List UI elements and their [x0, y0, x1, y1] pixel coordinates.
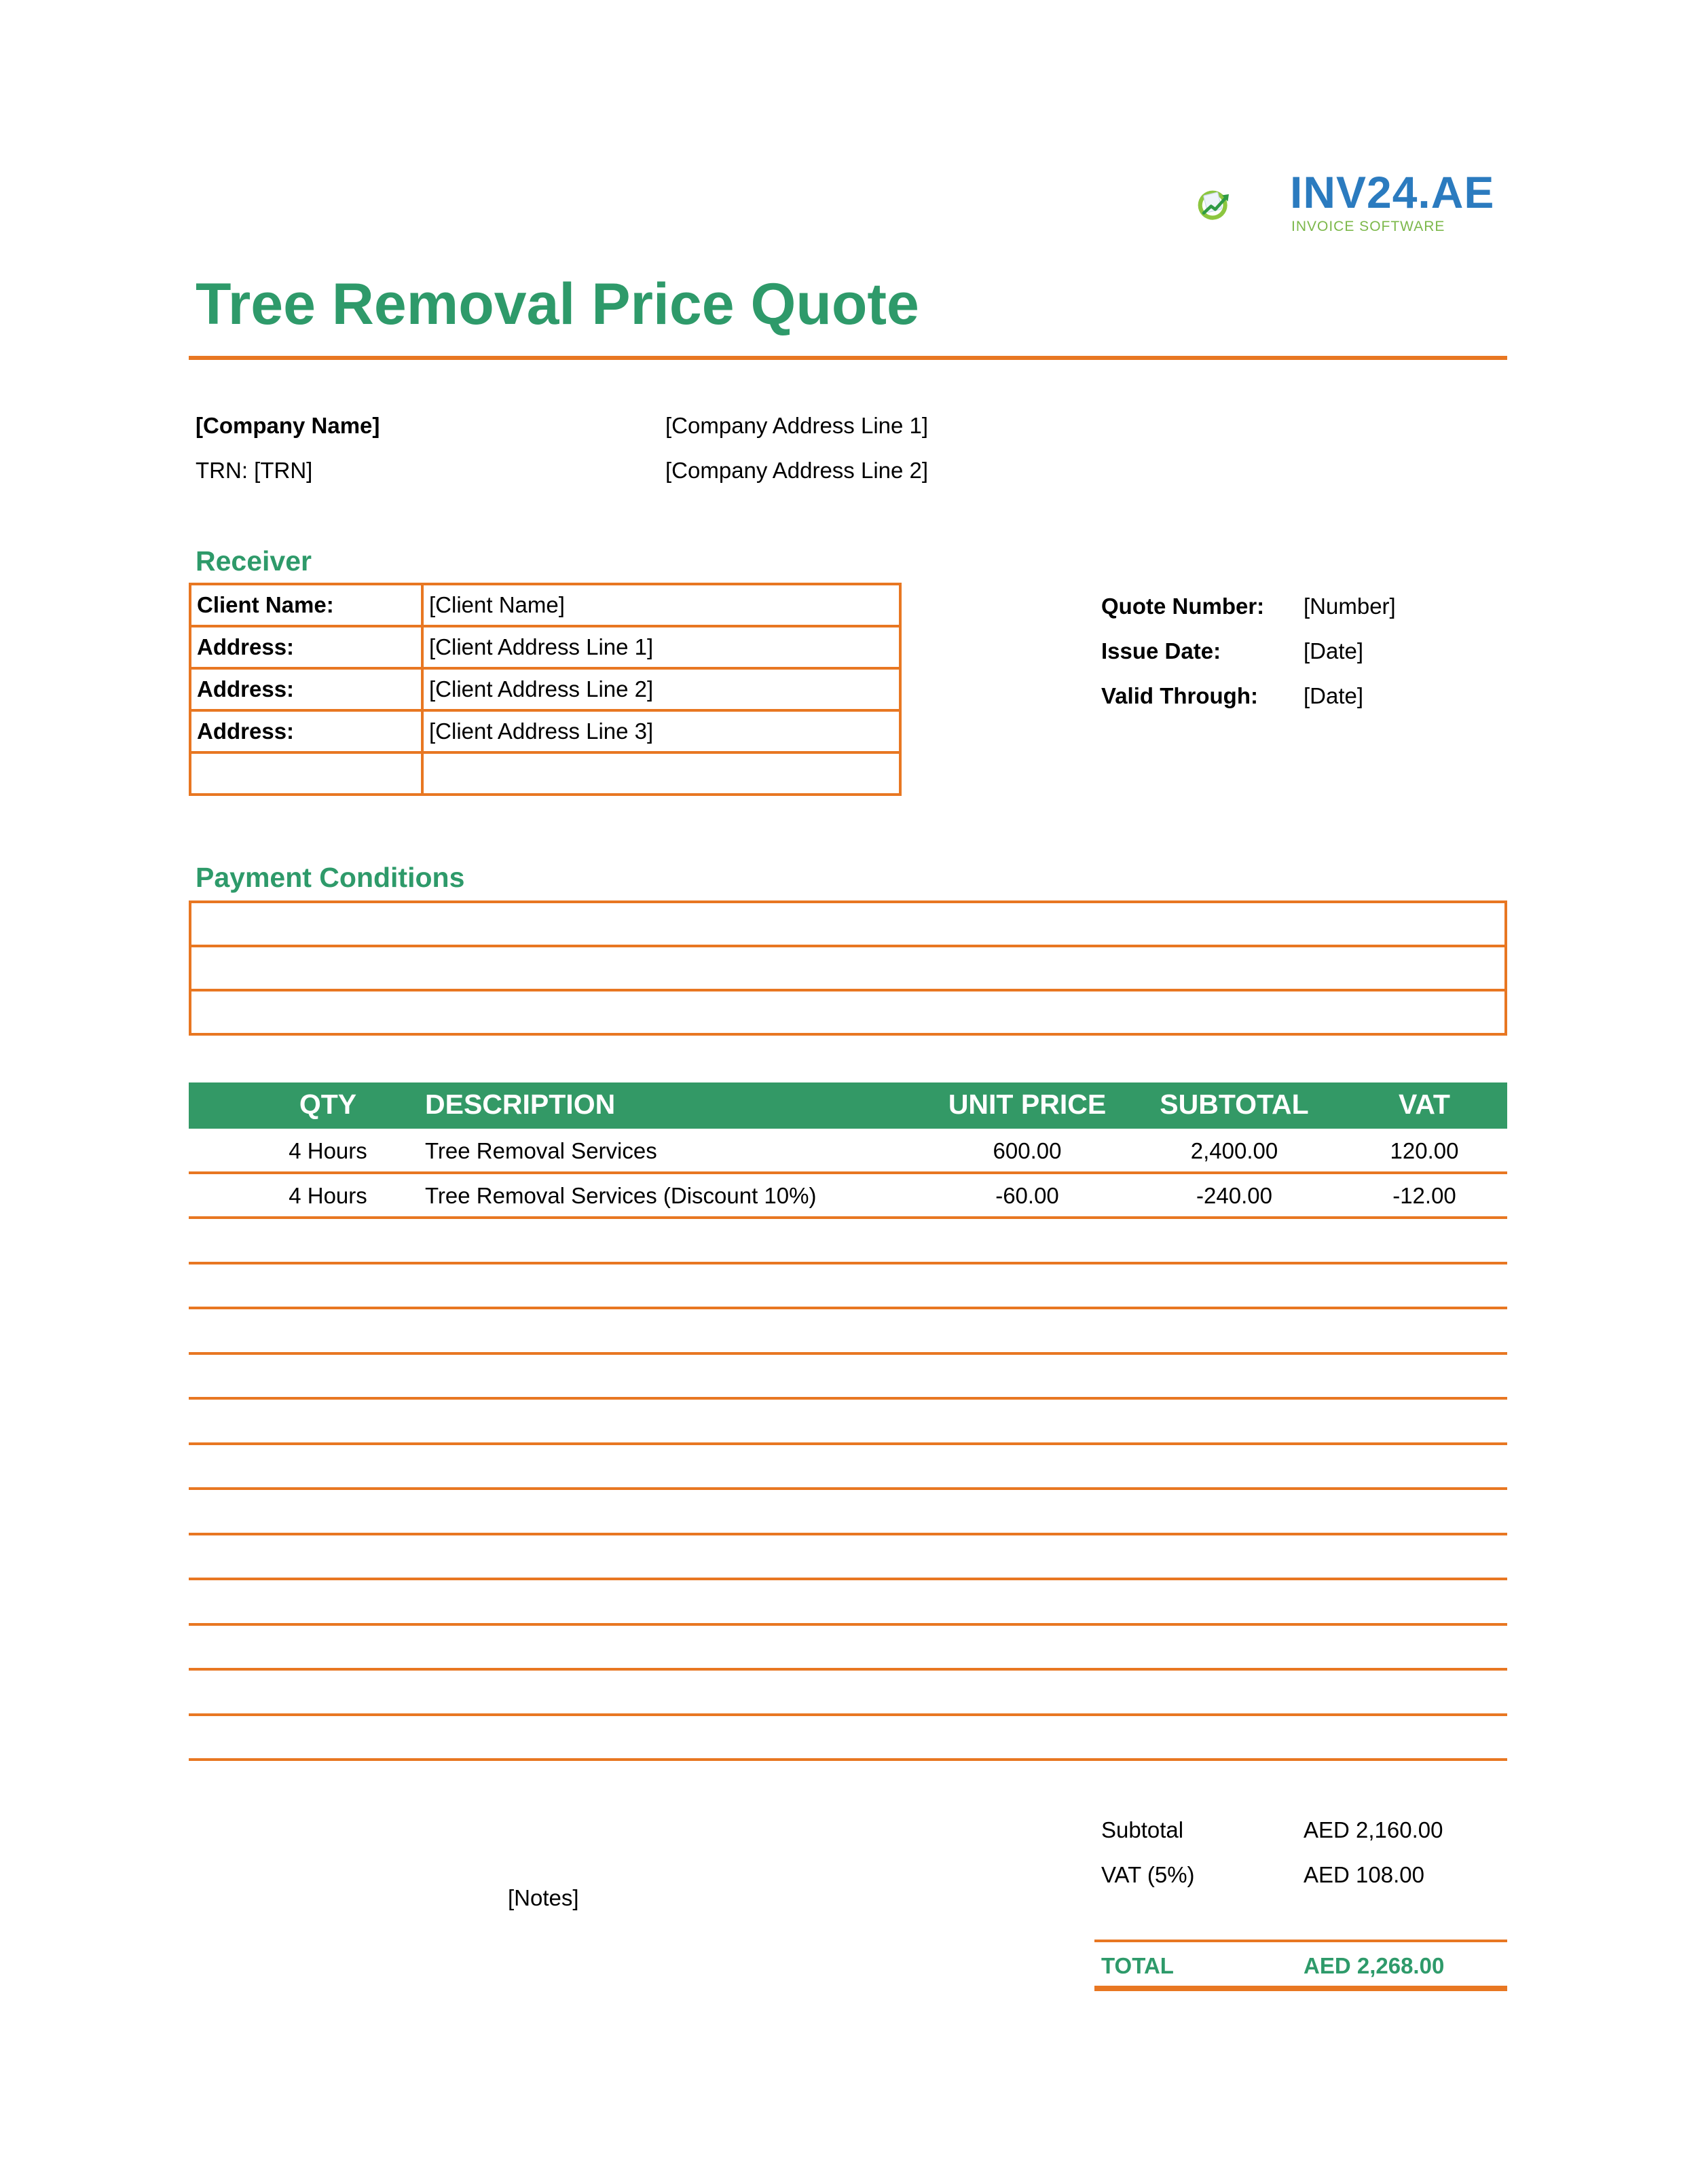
receiver-row-empty — [190, 752, 900, 795]
row-divider — [189, 1758, 1507, 1761]
quote-number-value: [Number] — [1304, 594, 1396, 619]
item-vat: 120.00 — [1390, 1138, 1459, 1163]
payment-cell — [190, 946, 1506, 990]
total-rule-top — [1094, 1940, 1507, 1942]
title-divider — [189, 356, 1507, 360]
header-subtotal: SUBTOTAL — [1160, 1089, 1309, 1120]
item-vat: -12.00 — [1392, 1183, 1456, 1208]
subtotal-value: AED 2,160.00 — [1304, 1817, 1443, 1842]
logo-tagline: INVOICE SOFTWARE — [1291, 219, 1445, 234]
total-label: TOTAL — [1101, 1953, 1174, 1978]
subtotal-label: Subtotal — [1101, 1817, 1184, 1842]
receiver-label: Address: — [190, 710, 422, 752]
row-divider — [189, 1713, 1507, 1716]
item-qty: 4 Hours — [289, 1183, 367, 1208]
receiver-row — [190, 584, 900, 626]
item-subtotal: 2,400.00 — [1190, 1138, 1278, 1163]
row-divider — [189, 1397, 1507, 1400]
item-description: Tree Removal Services — [425, 1138, 657, 1163]
item-subtotal: -240.00 — [1196, 1183, 1272, 1208]
receiver-value: [Client Address Line 2] — [422, 668, 900, 710]
row-divider — [189, 1533, 1507, 1535]
item-unit-price: 600.00 — [993, 1138, 1062, 1163]
company-logo — [1195, 160, 1297, 249]
receiver-value: [Client Name] — [422, 584, 900, 626]
logo-wordmark: INV24.AE — [1290, 167, 1495, 217]
vat-value: AED 108.00 — [1304, 1862, 1424, 1887]
notes: [Notes] — [508, 1885, 579, 1910]
row-divider — [189, 1668, 1507, 1671]
receiver-label: Address: — [190, 668, 422, 710]
company-name: [Company Name] — [196, 413, 380, 438]
payment-conditions-table — [189, 900, 1507, 1036]
payment-cell — [190, 990, 1506, 1034]
receiver-value: [Client Address Line 1] — [422, 626, 900, 668]
receiver-value — [422, 752, 900, 795]
row-divider — [189, 1578, 1507, 1580]
quote-number-label: Quote Number: — [1101, 594, 1265, 619]
company-address-line2: [Company Address Line 2] — [665, 458, 929, 483]
receiver-label — [190, 752, 422, 795]
header-vat: VAT — [1399, 1089, 1450, 1120]
row-divider — [189, 1216, 1507, 1219]
row-divider — [189, 1307, 1507, 1309]
header-unit-price: UNIT PRICE — [948, 1089, 1107, 1120]
vat-label: VAT (5%) — [1101, 1862, 1195, 1887]
company-address-line1: [Company Address Line 1] — [665, 413, 929, 438]
payment-row — [190, 946, 1506, 990]
receiver-label: Client Name: — [190, 584, 422, 626]
valid-through-label: Valid Through: — [1101, 683, 1258, 708]
payment-cell — [190, 902, 1506, 946]
receiver-row — [190, 626, 900, 668]
total-rule-bottom — [1094, 1986, 1507, 1991]
receiver-heading: Receiver — [196, 545, 312, 577]
receiver-table — [189, 583, 902, 796]
row-divider — [189, 1171, 1507, 1174]
company-trn: TRN: [TRN] — [196, 458, 313, 483]
header-qty: QTY — [299, 1089, 357, 1120]
header-description: DESCRIPTION — [425, 1089, 616, 1120]
receiver-value: [Client Address Line 3] — [422, 710, 900, 752]
receiver-label: Address: — [190, 626, 422, 668]
payment-row — [190, 902, 1506, 946]
issue-date-label: Issue Date: — [1101, 638, 1221, 663]
receiver-row — [190, 668, 900, 710]
page-title: Tree Removal Price Quote — [196, 272, 919, 337]
row-divider — [189, 1352, 1507, 1355]
payment-conditions-heading: Payment Conditions — [196, 862, 465, 893]
row-divider — [189, 1442, 1507, 1445]
payment-row — [190, 990, 1506, 1034]
valid-through-value: [Date] — [1304, 683, 1364, 708]
issue-date-value: [Date] — [1304, 638, 1364, 663]
row-divider — [189, 1487, 1507, 1490]
receiver-row — [190, 710, 900, 752]
row-divider — [189, 1623, 1507, 1626]
total-value: AED 2,268.00 — [1304, 1953, 1445, 1978]
item-description: Tree Removal Services (Discount 10%) — [425, 1183, 817, 1208]
item-qty: 4 Hours — [289, 1138, 367, 1163]
item-unit-price: -60.00 — [995, 1183, 1059, 1208]
row-divider — [189, 1262, 1507, 1264]
items-table-header — [189, 1082, 1507, 1129]
